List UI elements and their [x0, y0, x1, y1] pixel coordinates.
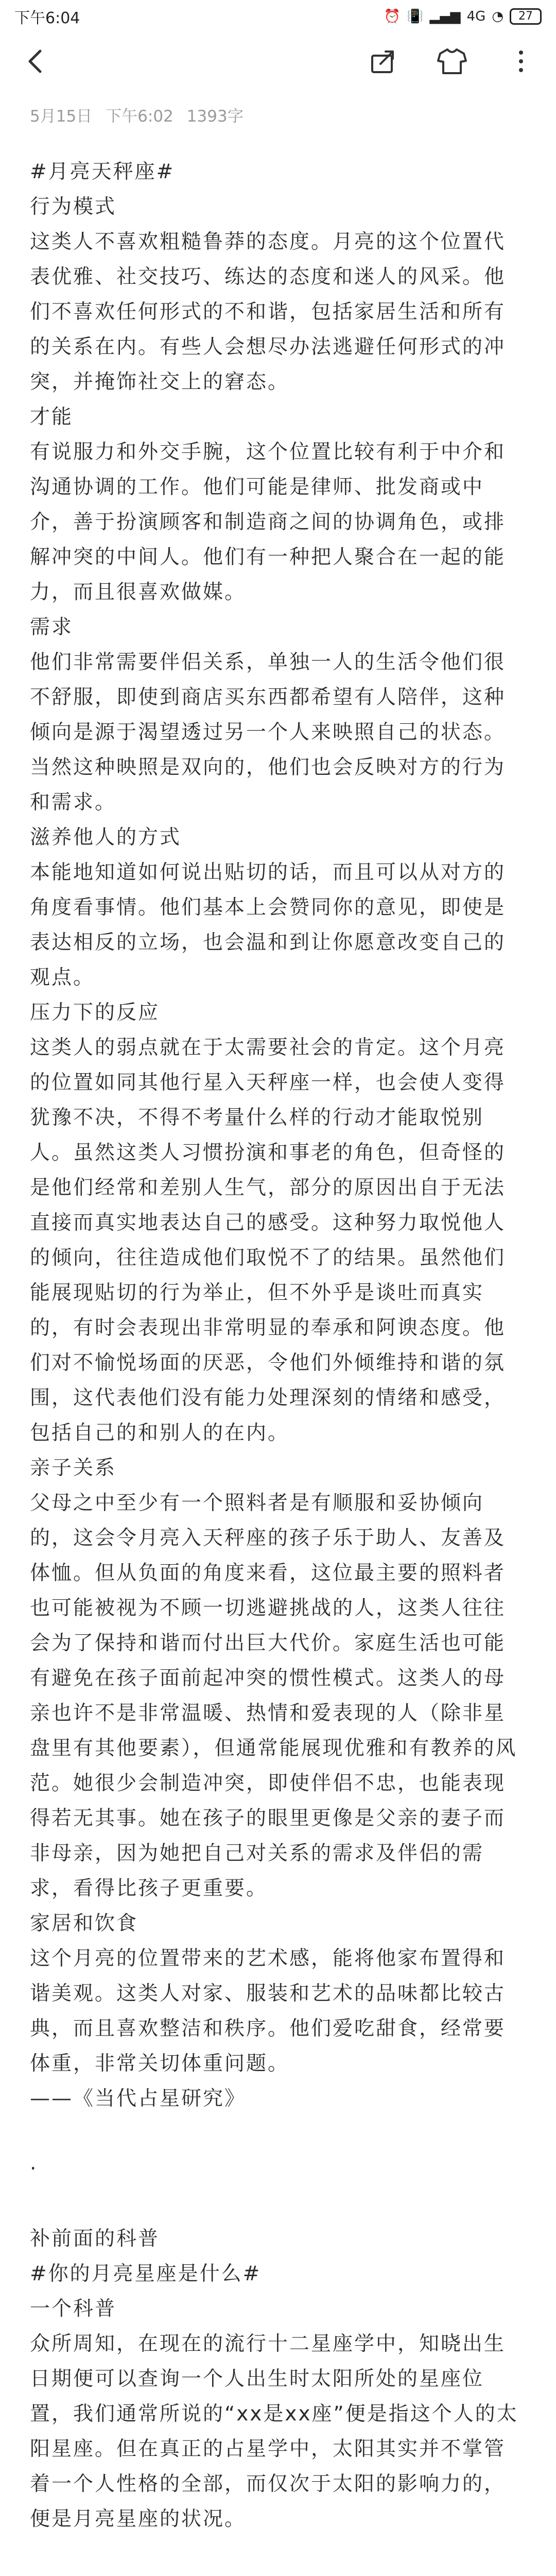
alarm-icon: ⏰: [384, 9, 401, 24]
back-button[interactable]: [20, 46, 50, 77]
note-date: 5月15日: [30, 107, 93, 126]
note-toolbar: [0, 33, 556, 90]
note-time: 下午6:02: [106, 107, 173, 126]
citation: ——《当代占星研究》: [30, 2087, 247, 2110]
shirt-icon: [437, 47, 467, 75]
section-heading: 一个科普: [30, 2297, 117, 2320]
section-heading: 滋养他人的方式: [30, 826, 182, 849]
theme-button[interactable]: [437, 46, 467, 77]
note-meta: [30, 103, 244, 126]
paragraph: [30, 2572, 524, 2576]
status-bar: [0, 0, 556, 33]
section-heading: 补前面的科普: [30, 2227, 160, 2250]
paragraph: 这个月亮的位置带来的艺术感，能将他家布置得和谐美观。这类人对家、服装和艺术的品味都比较古典，而且喜欢整洁和秩序。他们爱吃甜食，经常要体重，非常关切体重问题。: [30, 1947, 506, 2075]
blank-line: [30, 2116, 524, 2151]
battery-indicator: 27: [510, 8, 542, 25]
blank-line: [30, 2187, 524, 2222]
word-count: 1393字: [186, 107, 244, 126]
paragraph: 他们非常需要伴侣关系，单独一人的生活令他们很不舒服，即使到商店买东西都希望有人陪伴，这种倾向是源于渴望透过另一个人来映照自己的状态。当然这种映照是双向的，他们也会反映对方的行为和需求。: [30, 651, 506, 814]
separator-dot: ·: [30, 2157, 38, 2180]
paragraph: 本能地知道如何说出贴切的话，而且可以从对方的角度看事情。他们基本上会赞同你的意见，即使是表达相反的立场，也会温和到让你愿意改变自己的观点。: [30, 861, 506, 989]
network-type: 4G: [466, 9, 486, 24]
section-heading: 压力下的反应: [30, 1001, 160, 1024]
paragraph: 父母之中至少有一个照料者是有顺服和妥协倾向的，这会令月亮入天秤座的孩子乐于助人、友善及体恤。但从负面的角度来看，这位最主要的照料者也可能被视为不顾一切逃避挑战的人，这类人往往会为了保持和谐而付出巨大代价。家庭生活也可能有避免在孩子面前起冲突的惯性模式。这类人的母亲也许不是非常温暖、热情和爱表现的人（除非星盘里有其他要素），但通常能展现优雅和有教养的风范。她很少会制造冲突，即使伴侣不忠，也能表现得若无其事。她在孩子的眼里更像是父亲的妻子而非母亲，因为她把自己对关系的需求及伴侣的需求，看得比孩子更重要。: [30, 1492, 517, 1900]
paragraph: 有说服力和外交手腕，这个位置比较有利于中介和沟通协调的工作。他们可能是律师、批发商或中介，善于扮演顾客和制造商之间的协调角色，或排解冲突的中间人。他们有一种把人聚合在一起的能力，而且很喜欢做媒。: [30, 440, 506, 604]
blank-line: [30, 2537, 524, 2572]
vibrate-icon: 📳: [407, 9, 424, 24]
heading-tag: #月亮天秤座#: [30, 160, 175, 183]
section-heading: 需求: [30, 616, 74, 639]
paragraph: 这类人的弱点就在于太需要社会的肯定。这个月亮的位置如同其他行星入天秤座一样，也会使人变得犹豫不决，不得不考量什么样的行动才能取悦别人。虽然这类人习惯扮演和事老的角色，但奇怪的是他们经常和差别人生气，部分的原因出自于无法直接而真实地表达自己的感受。这种努力取悦他人的倾向，往往造成他们取悦不了的结果。虽然他们能展现贴切的行为举止，但不外乎是谈吐而真实的，有时会表现出非常明显的奉承和阿谀态度。他们对不愉悦场面的厌恶，令他们外倾维持和谐的氛围，这代表他们没有能力处理深刻的情绪和感受，包括自己的和别人的在内。: [30, 1036, 506, 1445]
section-heading: 家居和饮食: [30, 1912, 138, 1935]
share-button[interactable]: [368, 46, 398, 77]
status-time: 下午6:04: [14, 9, 80, 27]
paragraph: 众所周知，在现在的流行十二星座学中，知晓出生日期便可以查询一个人出生时太阳所处的星座位置，我们通常所说的“xx是xx座”便是指这个人的太阳星座。但在真正的占星学中，太阳其实并不掌管着一个人性格的全部，而仅次于太阳的影响力的，便是月亮星座的状况。: [30, 2332, 518, 2531]
section-heading: 行为模式: [30, 195, 117, 218]
section-heading: 亲子关系: [30, 1456, 117, 1480]
status-indicators: [384, 8, 542, 25]
wifi-icon: ◔: [492, 9, 503, 24]
note-content[interactable]: [30, 155, 524, 2576]
section-heading: 才能: [30, 405, 74, 429]
heading-tag: #你的月亮星座是什么#: [30, 2262, 262, 2285]
share-icon: [369, 47, 397, 75]
more-vertical-icon: [516, 47, 526, 75]
paragraph: 这类人不喜欢粗糙鲁莽的态度。月亮的这个位置代表优雅、社交技巧、练达的态度和迷人的风采。他们不喜欢任何形式的不和谐，包括家居生活和所有的关系在内。有些人会想尽办法逃避任何形式的冲突，并掩饰社交上的窘态。: [30, 230, 506, 394]
more-button[interactable]: [506, 46, 536, 77]
signal-icon: ▂▄▆: [429, 9, 461, 24]
back-arrow-icon: [25, 48, 45, 74]
